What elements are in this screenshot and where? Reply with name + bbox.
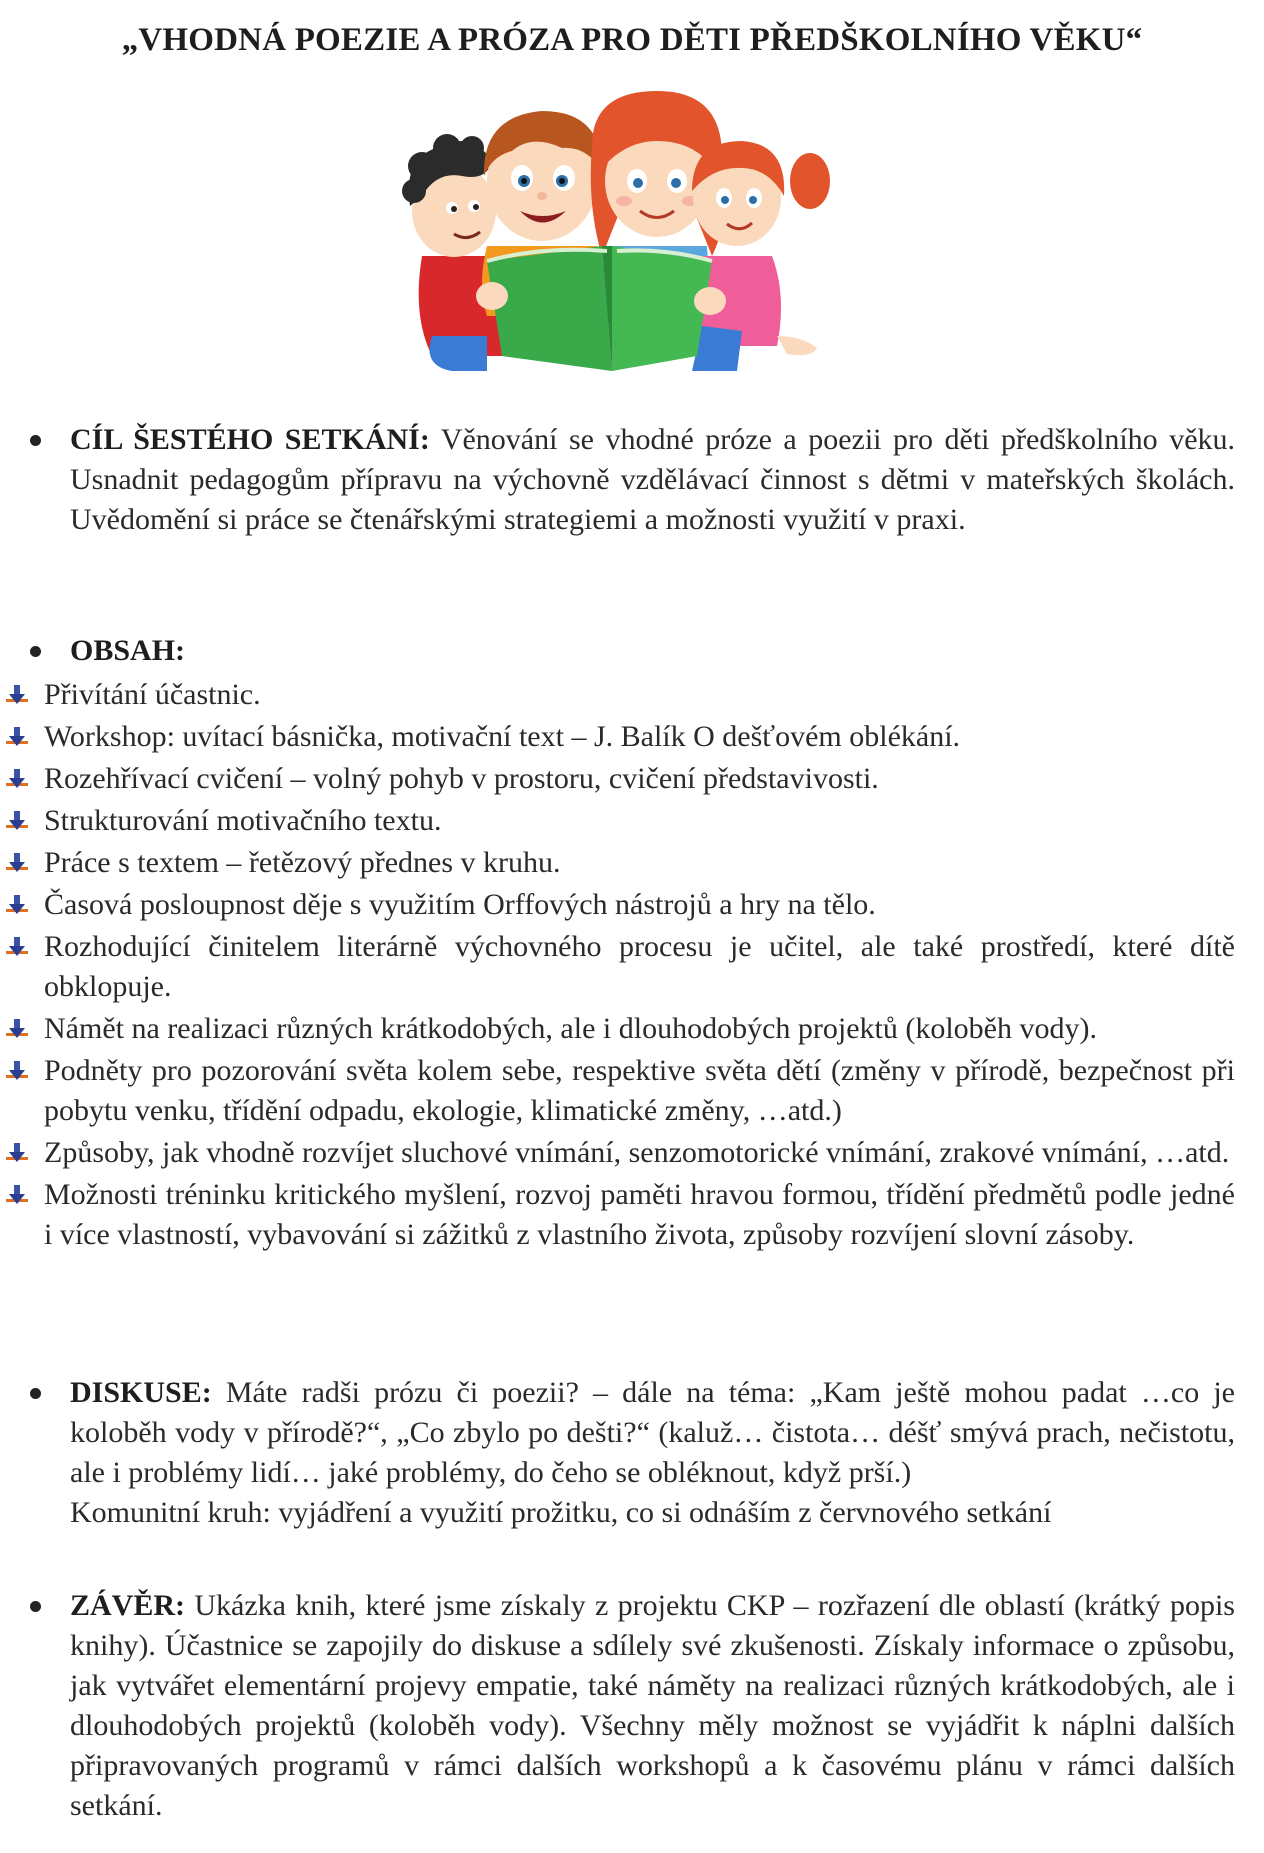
content-list-item-text: Práce s textem – řetězový přednes v kruhu. <box>44 846 561 879</box>
blue-down-arrow-bullet-icon <box>6 1184 28 1206</box>
section-content-label: OBSAH: <box>70 634 186 667</box>
blue-down-arrow-bullet-icon <box>6 1018 28 1040</box>
document-title: „VHODNÁ POEZIE A PRÓZA PRO DĚTI PŘEDŠKOLNÍHO VĚKU“ <box>121 22 1143 58</box>
bullet-dot-icon <box>30 435 41 446</box>
section-discussion-circle-text: Komunitní kruh: vyjádření a využití prožitku, co si odnáším z červnového setkání <box>70 1496 1052 1529</box>
section-goal-body <box>70 420 1235 540</box>
content-list-item-text: Workshop: uvítací básnička, motivační text – J. Balík O dešťovém oblékání. <box>44 720 961 753</box>
content-list-item <box>0 801 1235 841</box>
section-goal-text: Věnování se vhodné próze a poezii pro děti předškolního věku. Usnadnit pedagogům přípravu na výchovně vzdělávací činnost s dětmi v mateřských školách. Uvědomění si práce se čtenářskými strategiemi a možnosti využití v praxi. <box>70 423 1236 536</box>
content-list-item-text: Časová posloupnost děje s využitím Orffových nástrojů a hry na tělo. <box>44 888 876 921</box>
section-conclusion-body <box>70 1586 1235 1826</box>
content-list-item-text: Námět na realizaci různých krátkodobých, ale i dlouhodobých projektů (koloběh vody). <box>44 1012 1097 1045</box>
blue-down-arrow-bullet-icon <box>6 852 28 874</box>
content-list-item <box>0 1175 1235 1255</box>
blue-down-arrow-bullet-icon <box>6 936 28 958</box>
bullet-dot-icon <box>30 1388 41 1399</box>
section-conclusion-label: ZÁVĚR: <box>70 1589 186 1622</box>
bullet-dot-icon <box>30 1601 41 1612</box>
section-conclusion <box>30 1586 1235 1826</box>
blue-down-arrow-bullet-icon <box>6 1142 28 1164</box>
content-list-item-text: Rozhodující činitelem literárně výchovného procesu je učitel, ale také prostředí, které dítě obklopuje. <box>44 930 1235 1003</box>
bullet-dot-icon <box>30 646 41 657</box>
section-content <box>30 631 1235 1257</box>
section-conclusion-text: Ukázka knih, které jsme získaly z projektu CKP – rozřazení dle oblastí (krátký popis knihy). Účastnice se zapojily do diskuse a sdílely své zkušenosti. Získaly informace o způsobu, jak vytvářet elementární projevy empatie, také náměty na realizaci různých krátkodobých, ale i dlouhodobých projektů (koloběh vody). Všechny měly možnost se vyjádřit k náplni dalších připravovaných programů v rámci dalších workshopů a k časovému plánu v rámci dalších setkání. <box>70 1589 1235 1822</box>
content-list-item <box>0 675 1235 715</box>
children-reading-book-illustration <box>392 86 832 376</box>
section-goal <box>30 420 1235 540</box>
blue-down-arrow-bullet-icon <box>6 894 28 916</box>
content-list-item <box>0 843 1235 883</box>
content-list-item-text: Způsoby, jak vhodně rozvíjet sluchové vnímání, senzomotorické vnímání, zrakové vnímání, …atd. <box>44 1136 1230 1169</box>
content-list-item-text: Možnosti tréninku kritického myšlení, rozvoj paměti hravou formou, třídění předmětů podle jedné i více vlastností, vybavování si zážitků z vlastního života, způsoby rozvíjení slovní zásoby. <box>44 1178 1235 1251</box>
blue-down-arrow-bullet-icon <box>6 1060 28 1082</box>
content-list-item-text: Strukturování motivačního textu. <box>44 804 442 837</box>
content-list-item <box>0 1051 1235 1131</box>
content-item-list <box>0 675 1235 1255</box>
section-discussion-body <box>70 1373 1235 1493</box>
section-goal-label: CÍL ŠESTÉHO SETKÁNÍ: <box>70 423 430 456</box>
content-list-item-text: Přivítání účastnic. <box>44 678 261 711</box>
blue-down-arrow-bullet-icon <box>6 726 28 748</box>
content-list-item <box>0 1133 1235 1173</box>
blue-down-arrow-bullet-icon <box>6 684 28 706</box>
blue-down-arrow-bullet-icon <box>6 810 28 832</box>
content-list-item <box>0 717 1235 757</box>
section-content-heading <box>70 631 1235 671</box>
green-book <box>476 246 726 371</box>
content-list-item <box>0 759 1235 799</box>
content-list-item <box>0 885 1235 925</box>
content-list-item-text: Rozehřívací cvičení – volný pohyb v prostoru, cvičení představivosti. <box>44 762 879 795</box>
content-list-item <box>0 927 1235 1007</box>
content-list-item-text: Podněty pro pozorování světa kolem sebe, respektive světa dětí (změny v přírodě, bezpečnost při pobytu venku, třídění odpadu, ekologie, klimatické změny, …atd.) <box>44 1054 1235 1127</box>
section-discussion-label: DISKUSE: <box>70 1376 212 1409</box>
section-discussion-text: Máte radši prózu či poezii? – dále na téma: „Kam ještě mohou padat …co je koloběh vody v přírodě?“, „Co zbylo po dešti?“ (kaluž… čistota… déšť smývá prach, nečistotu, ale i problémy lidí… jaké problémy, do čeho se obléknout, když prší.) <box>70 1376 1235 1489</box>
section-discussion <box>30 1373 1235 1533</box>
child-girl-pigtails <box>692 141 830 371</box>
content-list-item <box>0 1009 1235 1049</box>
blue-down-arrow-bullet-icon <box>6 768 28 790</box>
